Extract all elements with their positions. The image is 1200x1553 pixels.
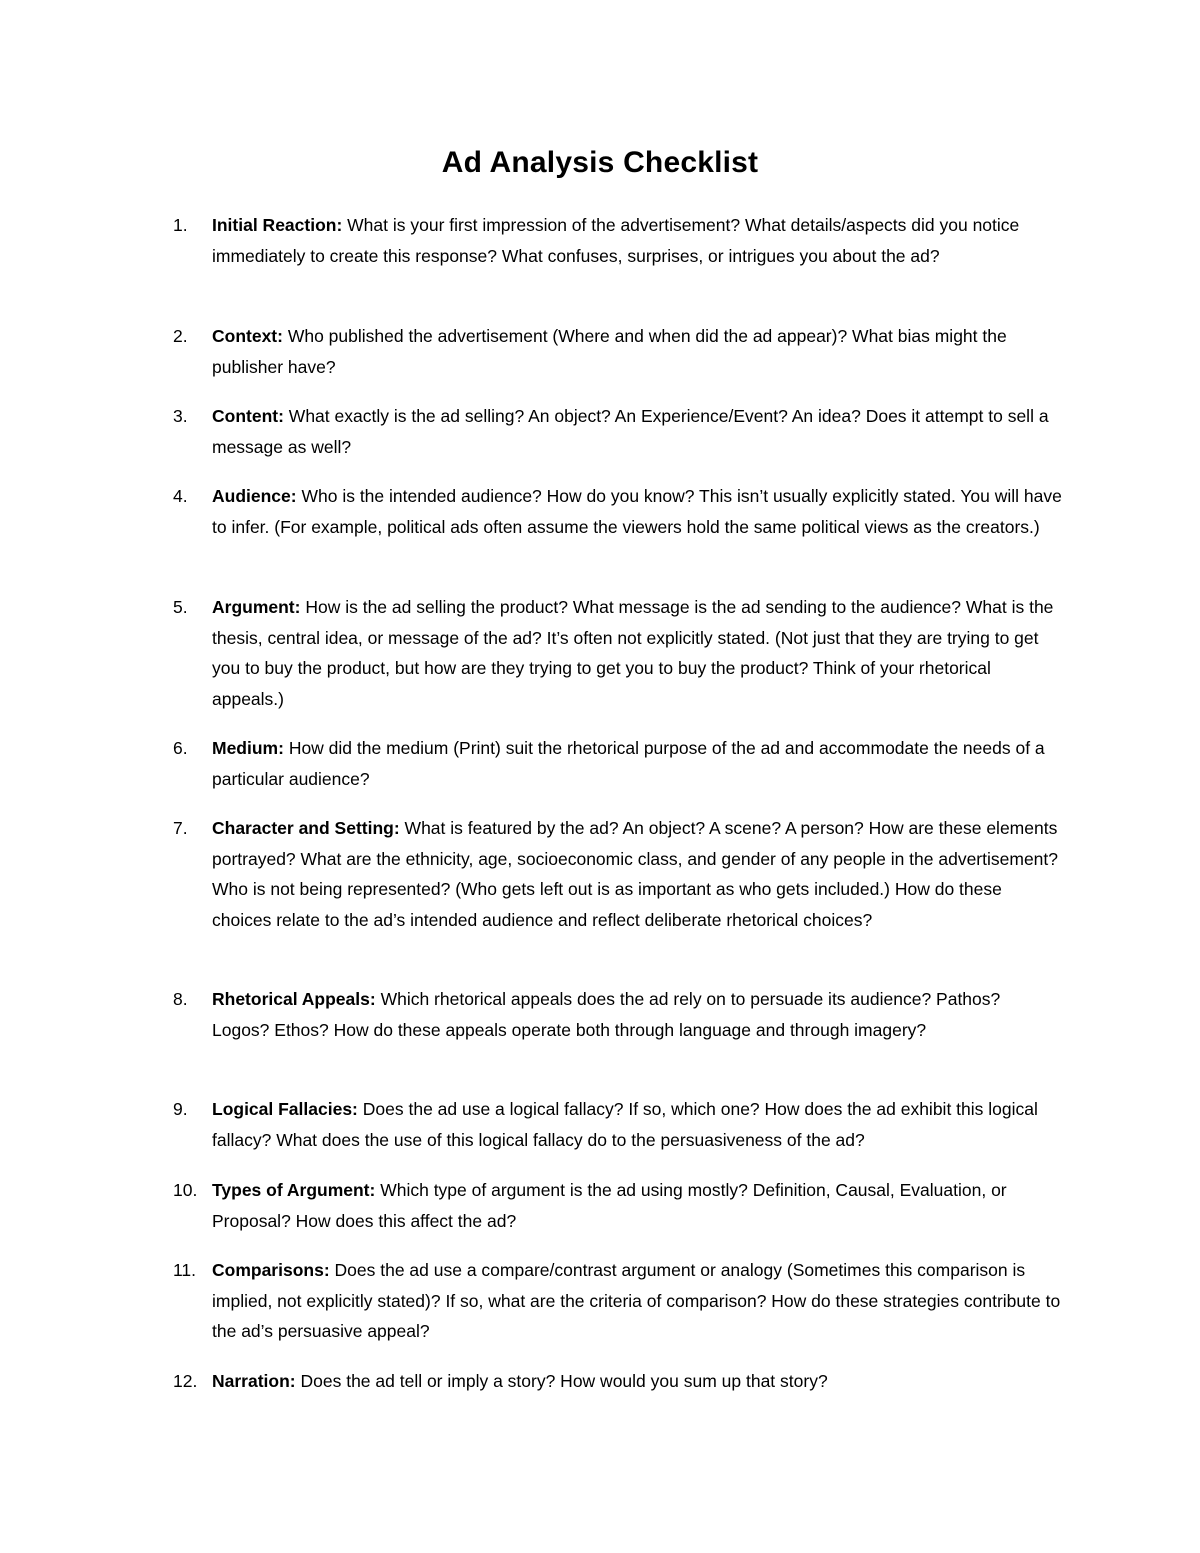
- item-text: [212, 1094, 1082, 1155]
- item-number: 4.: [173, 486, 188, 506]
- item-number: 7.: [173, 818, 188, 838]
- item-body: How is the ad selling the product? What message is the ad sending to the audience? What is the thesis, central idea, or message of the ad? It’s often not explicitly stated. (Not just that they are trying to get you to buy the product, but how are they trying to get you to buy the product? Think of your rhetorical appeals.): [212, 597, 1054, 709]
- item-text: [212, 401, 1062, 462]
- item-label: Logical Fallacies:: [212, 1099, 358, 1119]
- item-text: [212, 1175, 1062, 1236]
- item-number: 10.: [173, 1180, 198, 1200]
- item-label: Types of Argument:: [212, 1180, 376, 1200]
- item-number: 2.: [173, 326, 188, 346]
- item-text: [212, 984, 1062, 1045]
- item-text: [212, 481, 1062, 542]
- item-number: 3.: [173, 406, 188, 426]
- item-number: 8.: [173, 989, 188, 1009]
- item-label: Context:: [212, 326, 283, 346]
- item-text: [212, 321, 1062, 382]
- item-body: Does the ad tell or imply a story? How would you sum up that story?: [295, 1371, 828, 1391]
- item-label: Comparisons:: [212, 1260, 330, 1280]
- item-number: 6.: [173, 738, 188, 758]
- item-number: 5.: [173, 597, 188, 617]
- item-body: Who is the intended audience? How do you know? This isn’t usually explicitly stated. You will have to infer. (For example, political ads often assume the viewers hold the same political views as the creators.): [212, 486, 1062, 537]
- item-label: Initial Reaction:: [212, 215, 343, 235]
- item-body: What exactly is the ad selling? An object? An Experience/Event? An idea? Does it attempt to sell a message as well?: [212, 406, 1049, 457]
- item-body: Which rhetorical appeals does the ad rely on to persuade its audience? Pathos? Logos? Ethos? How do these appeals operate both through language and through imagery?: [212, 989, 1001, 1040]
- item-body: What is your first impression of the advertisement? What details/aspects did you notice immediately to create this response? What confuses, surprises, or intrigues you about the ad?: [212, 215, 1020, 266]
- item-body: How did the medium (Print) suit the rhetorical purpose of the ad and accommodate the needs of a particular audience?: [212, 738, 1045, 789]
- item-body: Does the ad use a logical fallacy? If so, which one? How does the ad exhibit this logical fallacy? What does the use of this logical fallacy do to the persuasiveness of the ad?: [212, 1099, 1038, 1150]
- item-label: Content:: [212, 406, 284, 426]
- item-body: What is featured by the ad? An object? A scene? A person? How are these elements portrayed? What are the ethnicity, age, socioeconomic class, and gender of any people in the advertisement? Who is not being represented? (Who gets left out is as important as who gets included.) How do these choices relate to the ad’s intended audience and reflect deliberate rhetorical choices?: [212, 818, 1059, 930]
- item-text: [212, 210, 1062, 271]
- document-title: Ad Analysis Checklist: [441, 146, 759, 179]
- item-label: Narration:: [212, 1371, 296, 1391]
- item-label: Character and Setting:: [212, 818, 400, 838]
- item-number: 12.: [173, 1371, 198, 1391]
- item-body: Which type of argument is the ad using mostly? Definition, Causal, Evaluation, or Proposal? How does this affect the ad?: [212, 1180, 1007, 1231]
- item-text: [212, 813, 1062, 935]
- item-number: 1.: [173, 215, 188, 235]
- item-text: [212, 733, 1062, 794]
- item-label: Rhetorical Appeals:: [212, 989, 376, 1009]
- item-label: Argument:: [212, 597, 301, 617]
- item-text: [212, 1255, 1062, 1347]
- item-body: Does the ad use a compare/contrast argument or analogy (Sometimes this comparison is implied, not explicitly stated)? If so, what are the criteria of comparison? How do these strategies contribute to the ad’s persuasive appeal?: [212, 1260, 1061, 1341]
- item-number: 11.: [173, 1260, 197, 1280]
- item-label: Medium:: [212, 738, 284, 758]
- item-number: 9.: [173, 1099, 188, 1119]
- item-text: [212, 592, 1062, 714]
- item-label: Audience:: [212, 486, 297, 506]
- item-body: Who published the advertisement (Where and when did the ad appear)? What bias might the publisher have?: [212, 326, 1007, 377]
- item-text: [212, 1366, 1062, 1397]
